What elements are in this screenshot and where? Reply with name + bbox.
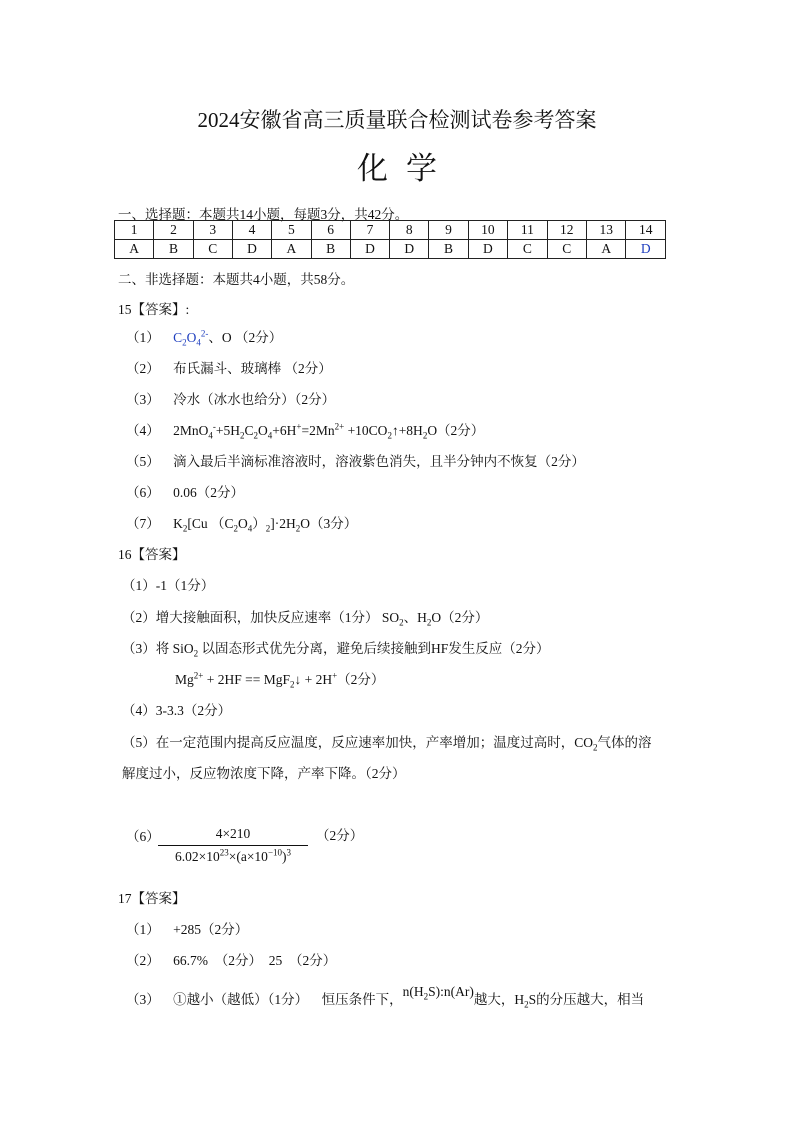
part-number: （3） (126, 392, 160, 407)
part-number: （2） (126, 361, 160, 376)
q16-part-5-line-2: 解度过小，反应物浓度下降，产率下降。（2分） (122, 766, 406, 781)
q15-header: 15【答案】: (118, 302, 190, 317)
answer-cell: D (232, 240, 271, 259)
q16-part-4: （4）3-3.3（2分） (122, 703, 232, 718)
q15-part-5 (126, 450, 585, 470)
part-text: 0.06（2分） (173, 485, 244, 500)
q17-part-3: （3） ①越小（越低）（1分） 恒压条件下，$n(H_2S):n(Ar)$越大，$H_2S$的分压越大，相当 (126, 984, 645, 1010)
part-text: +285（2分） (173, 922, 249, 937)
part-number: （4） (126, 423, 160, 438)
q16-part-5-line-1: （5）在一定范围内提高反应温度，反应速率加快，产率增加；温度过高时，$CO_2$气体的溶 (122, 735, 652, 753)
answer-cell: A (587, 240, 626, 259)
question-number-cell: 8 (390, 221, 429, 240)
answer-cell: D (626, 240, 666, 259)
part-text: 滴入最后半滴标准溶液时，溶液紫色消失，且半分钟内不恢复（2分） (173, 454, 585, 469)
q15-part-2 (126, 357, 332, 377)
formula-numerator: 4×210 (215, 826, 251, 841)
section-2-heading: 二、非选择题：本题共4小题，共58分。 (118, 272, 355, 287)
q16-part-1: （1）-1（1分） (122, 578, 215, 593)
complex-formula: $K_2[Cu$ $(C_2O_4)_2]\cdot 2H_2O(3$分） (173, 516, 358, 534)
answer-cell: C (193, 240, 232, 259)
question-number-cell: 1 (115, 221, 154, 240)
q15-part-4 (126, 419, 484, 439)
answer-cell: C (508, 240, 547, 259)
question-number-cell: 5 (272, 221, 311, 240)
question-number-cell: 10 (468, 221, 507, 240)
redox-equation: $2MnO_4^-+5H_2C_2O_4+6H^+=2Mn^{2+}$ $+10CO_2↑+8H_2O(2$分） (173, 421, 485, 441)
ratio-expression: $n(H_2S):n(Ar)$ (402, 984, 474, 1002)
q16-part-2: （2）增大接触面积，加快反应速率（1分） $SO_2$、$H_2O(2$分） (122, 610, 489, 628)
answer-table (114, 220, 666, 259)
answer-cell: B (311, 240, 350, 259)
density-formula (158, 826, 308, 865)
answer-cell: D (468, 240, 507, 259)
question-number-cell: 4 (232, 221, 271, 240)
answer-cell: C (547, 240, 586, 259)
question-number-cell: 2 (154, 221, 193, 240)
q17-part-2 (126, 949, 336, 969)
oxalate-ion: $C_2O_4^{2-}$ (173, 328, 209, 348)
question-number-cell: 13 (587, 221, 626, 240)
q16-header: 16【答案】 (118, 547, 186, 562)
answer-table-number-row (115, 221, 666, 240)
answer-cell: A (272, 240, 311, 259)
question-number-cell: 11 (508, 221, 547, 240)
q15-part-1 (126, 326, 282, 346)
part-text: 冷水（冰水也给分）（2分） (173, 392, 336, 407)
part-text: 布氏漏斗、玻璃棒 （2分） (173, 361, 332, 376)
answer-table-answer-row (115, 240, 666, 259)
q17-header: 17【答案】 (118, 891, 186, 906)
part-number: （6） (126, 485, 160, 500)
question-number-cell: 9 (429, 221, 468, 240)
q16-part-6-number: （6） (126, 829, 160, 844)
q15-part-7 (126, 512, 357, 532)
question-number-cell: 14 (626, 221, 666, 240)
part-text: ①越小（越低）（1分） 恒压条件下， (173, 992, 403, 1007)
answer-cell: B (429, 240, 468, 259)
part-text: 66.7% （2分） 25 （2分） (173, 953, 337, 968)
answer-cell: B (154, 240, 193, 259)
q16-part-3: （3）将 SiO$_2$ 以固态形式优先分离，避免后续接触到HF发生反应（2分） (122, 641, 550, 659)
answer-cell: A (115, 240, 154, 259)
question-number-cell: 12 (547, 221, 586, 240)
part-number: （7） (126, 516, 160, 531)
q16-part-3-equation: $Mg^{2+} + 2HF$ == MgF$_2$↓ + 2H+（2分） (175, 670, 385, 690)
q15-part-6 (126, 481, 244, 501)
question-number-cell: 3 (193, 221, 232, 240)
formula-denominator: $6.02\times 10^{23}\times(a\times 10^{-10})^3$ (174, 847, 292, 864)
part-number: （2） (126, 953, 160, 968)
q16-part-6-score: （2分） (316, 828, 364, 843)
answer-cell: D (350, 240, 389, 259)
part-number: （1） (126, 330, 160, 345)
subject-heading: 化学 (357, 151, 455, 186)
part-number: （1） (126, 922, 160, 937)
question-number-cell: 6 (311, 221, 350, 240)
part-number: （5） (126, 454, 160, 469)
part-1-rest: 、O （2分） (208, 330, 283, 345)
q15-part-3 (126, 388, 335, 408)
document-title: 2024安徽省高三质量联合检测试卷参考答案 (197, 108, 597, 132)
fraction-bar (158, 845, 308, 846)
part-number: （3） (126, 992, 160, 1007)
answer-cell: D (390, 240, 429, 259)
section-1-heading: 一、选择题：本题共14小题，每题3分，共42分。 (118, 207, 409, 222)
question-number-cell: 7 (350, 221, 389, 240)
q17-part-1 (126, 918, 248, 938)
